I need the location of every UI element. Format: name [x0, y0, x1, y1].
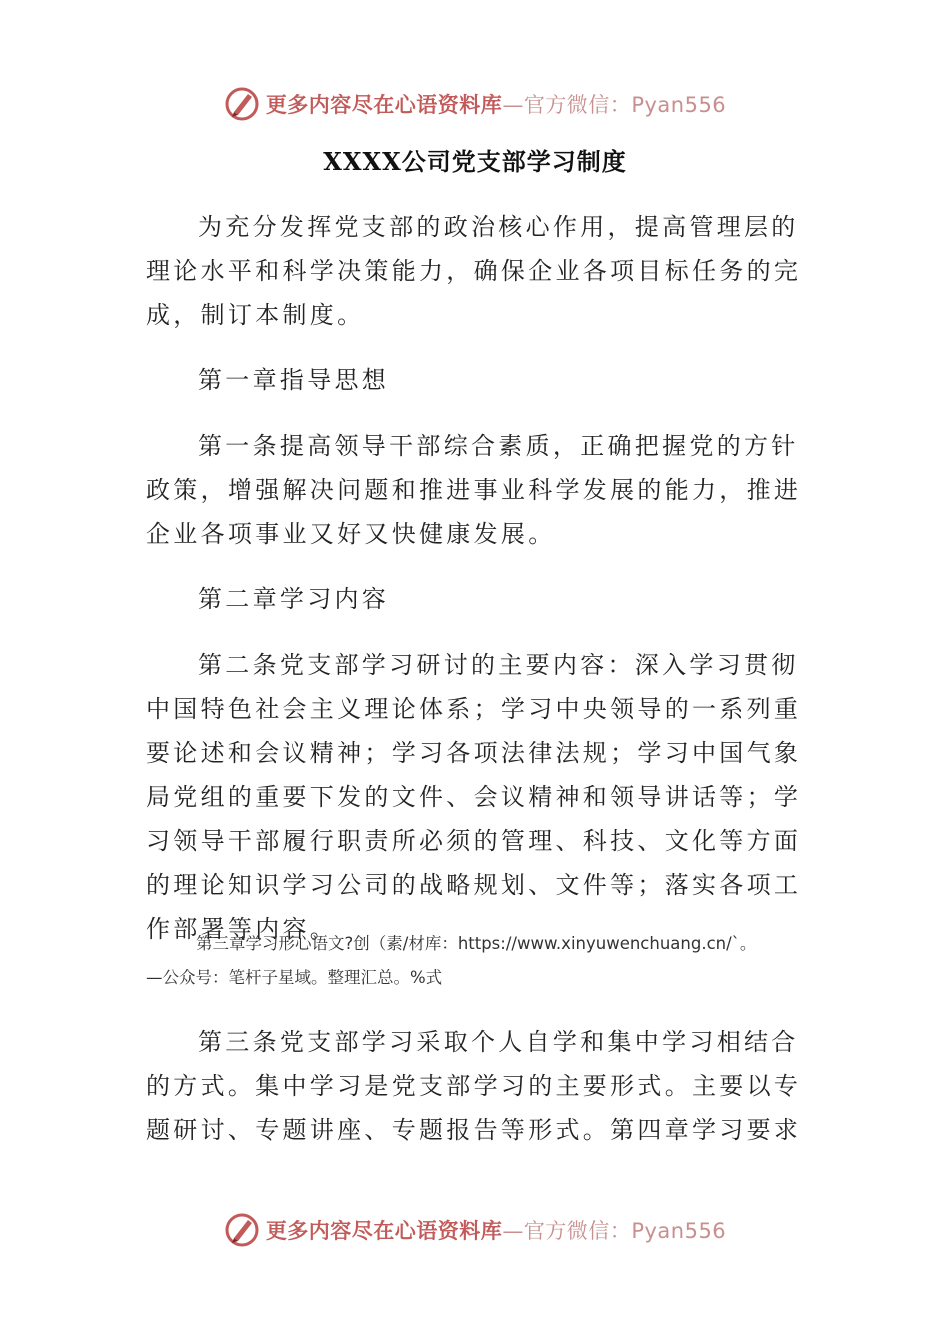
watermark-text	[266, 1215, 726, 1245]
watermark-brand: 更多内容尽在心语资料库	[265, 93, 503, 117]
source-note-line-1: 第三章学习形心语文?创（素/材库：https://www.xinyuwenchuang.cn/`。	[196, 934, 757, 953]
watermark-brand: 更多内容尽在心语资料库	[265, 1219, 503, 1243]
article-3-paragraph: 第三条党支部学习采取个人自学和集中学习相结合的方式。集中学习是党支部学习的主要形式。主要以专题研讨、专题讲座、专题报告等形式。第四章学习要求	[146, 1028, 802, 1144]
chapter-1-heading: 第一章指导思想	[198, 366, 390, 394]
watermark-wechat-id: Pyan556	[631, 93, 727, 117]
watermark-text	[266, 89, 726, 119]
watermark-separator: —官方微信：	[502, 93, 632, 117]
document-title: XXXX公司党支部学习制度	[323, 147, 627, 176]
watermark-separator: —官方微信：	[502, 1219, 632, 1243]
article-2-paragraph: 第二条党支部学习研讨的主要内容：深入学习贯彻中国特色社会主义理论体系；学习中央领导的一系列重要论述和会议精神；学习各项法律法规；学习中国气象局党组的重要下发的文件、会议精神和领导讲话等；学习领导干部履行职责所必须的管理、科技、文化等方面的理论知识学习公司的战略规划、文件等；落实各项工作部署等内容。	[146, 651, 802, 943]
chapter-2-heading: 第二章学习内容	[198, 585, 390, 613]
pen-logo-icon	[224, 1212, 260, 1248]
header-watermark	[0, 84, 950, 124]
footer-watermark	[0, 1210, 950, 1250]
source-note-line-2: —公众号：笔杆子星域。整理汇总。%式	[146, 968, 443, 987]
intro-paragraph: 为充分发挥党支部的政治核心作用，提高管理层的理论水平和科学决策能力，确保企业各项目标任务的完成，制订本制度。	[146, 213, 802, 329]
watermark-wechat-id: Pyan556	[631, 1219, 727, 1243]
pen-logo-icon	[224, 86, 260, 122]
article-1-paragraph: 第一条提高领导干部综合素质，正确把握党的方针政策，增强解决问题和推进事业科学发展的能力，推进企业各项事业又好又快健康发展。	[146, 432, 802, 548]
